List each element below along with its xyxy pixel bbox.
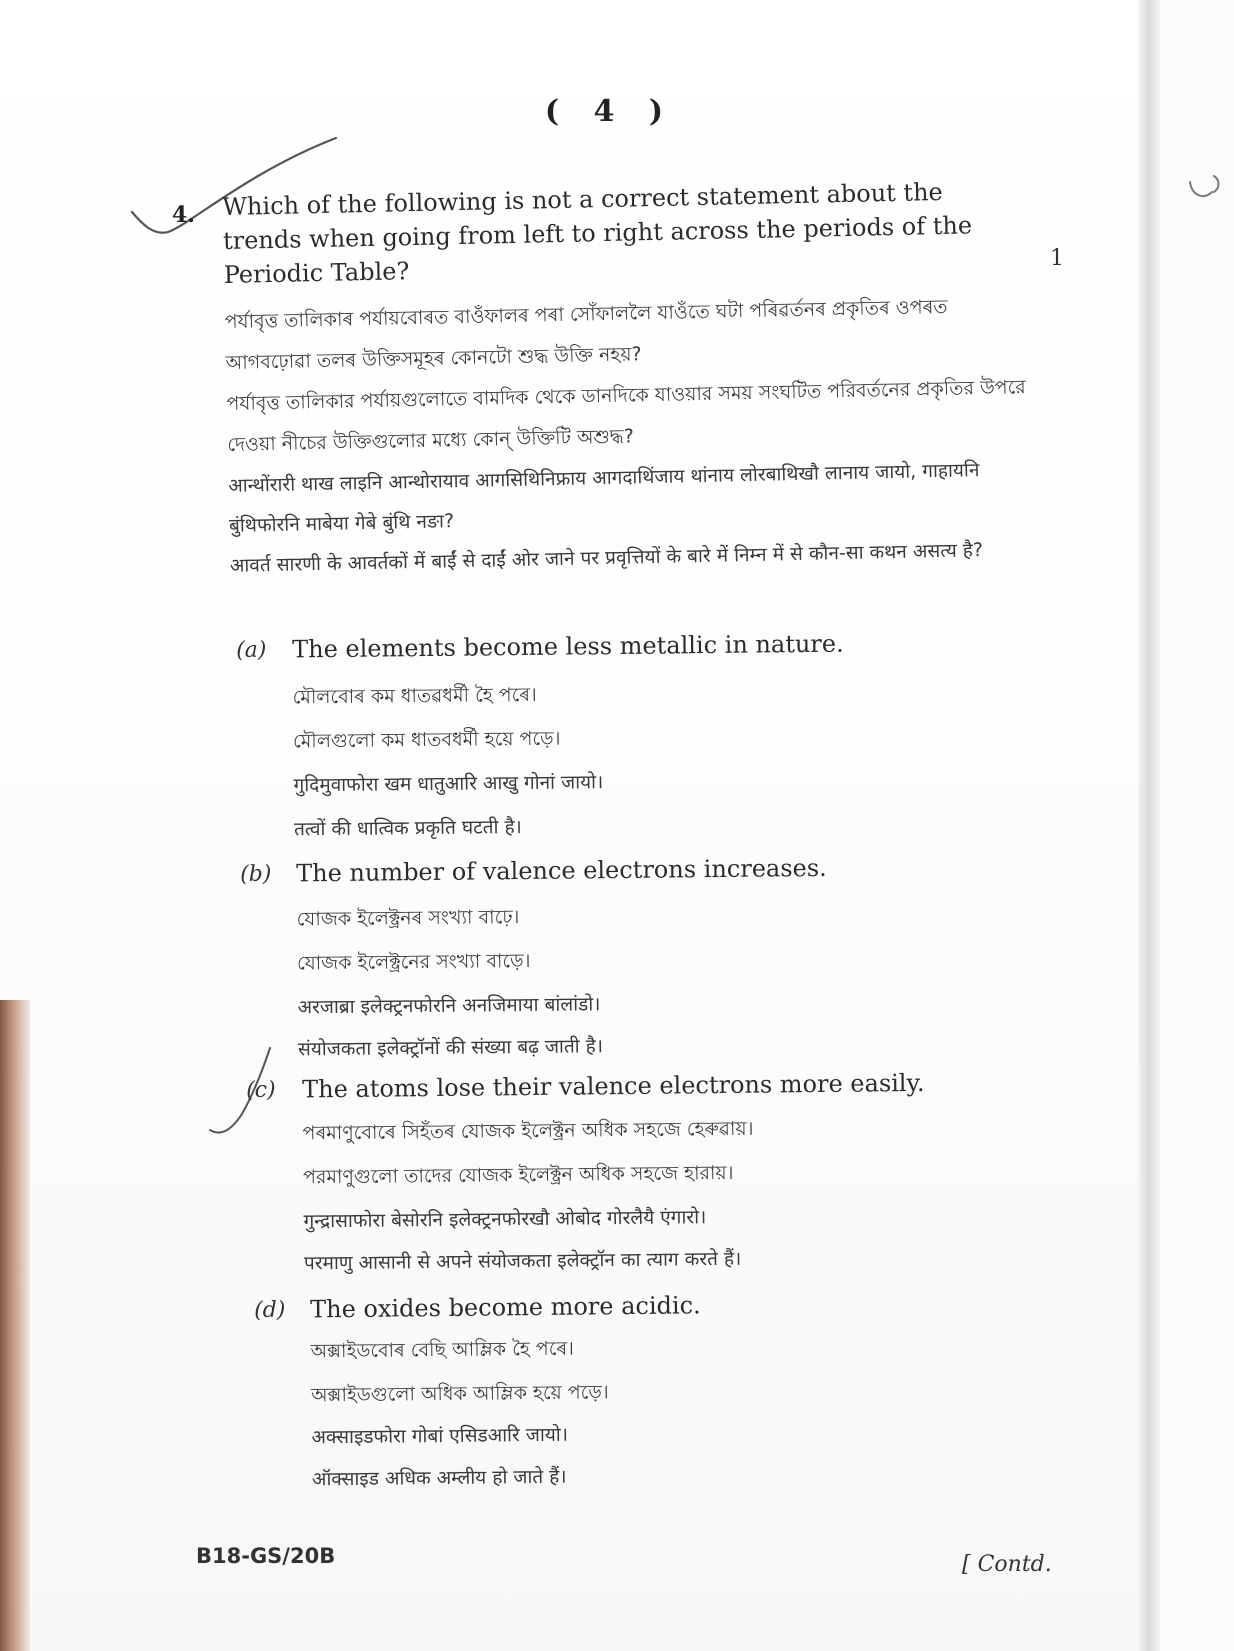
option-text-bodo: अक्साइडफोरा गोबां एसिडआरि जायो। <box>311 1423 569 1449</box>
option-text-bengali: পরমাণুগুলো তাদের যোজক ইলেক্ট্রন অধিক সহজে হারায়। <box>302 1161 734 1189</box>
question-block <box>222 173 1030 586</box>
option-text-bengali: যোজক ইলেক্ট্রনের সংখ্যা বাড়ে। <box>296 949 531 975</box>
option-text-assamese: অক্সাইডবোৰ বেছি আম্লিক হৈ পৰে। <box>310 1337 575 1363</box>
option-label: (b) <box>240 861 272 887</box>
option-text-bengali: মৌলগুলো কম ধাতবধর্মী হয়ে পড়ে। <box>292 727 561 753</box>
option-label: (a) <box>236 637 267 663</box>
page-edge-left <box>0 1000 30 1651</box>
option-b <box>240 852 1002 1060</box>
option-text-assamese: পৰমাণুবোৰে সিহঁতৰ যোজক ইলেক্ট্ৰন অধিক সহজে হেৰুৱায়। <box>302 1117 754 1145</box>
option-text-hindi: ऑक्साइड अधिक अम्लीय हो जाते हैं। <box>311 1465 567 1491</box>
page-margin-right <box>1160 0 1234 1651</box>
option-text-assamese: মৌলবোৰ কম ধাতৱধৰ্মী হৈ পৰে। <box>292 683 537 709</box>
option-text-hindi: संयोजकता इलेक्ट्रॉनों की संख्या बढ़ जाती है। <box>297 1035 604 1061</box>
option-label: (c) <box>246 1077 276 1103</box>
page-number: ( 4 ) <box>544 94 676 129</box>
question-text-bengali: পর্যাবৃত্ত তালিকার পর্যায়গুলোতে বামদিক থেকে ডানদিকে যাওয়ার সময় সংঘটিত পরিবর্তনের প্রকৃতির উপরে দেওয়া নীচের উক্তিগুলোর মধ্যে কোন্ উক্তিটি অশুদ্ধ? <box>226 376 1026 456</box>
question-text-assamese: পৰ্যাবৃত্ত তালিকাৰ পৰ্যায়বোৰত বাওঁফালৰ পৰা সোঁফাললৈ যাওঁতে ঘটা পৰিৱৰ্তনৰ প্ৰকৃতিৰ ওপৰত আগবঢ়োৱা তলৰ উক্তিসমূহৰ কোনটো শুদ্ধ উক্তি নহয়? <box>224 295 948 374</box>
page-fold-right <box>1138 0 1160 1651</box>
option-text-bodo: अरजाब्रा इलेक्ट्रनफोरनि अनजिमाया बांलांडो। <box>297 993 601 1019</box>
question-marks: 1 <box>1050 246 1064 271</box>
option-text-bodo: गुदिमुवाफोरा खम धातुआरि आखु गोनां जायो। <box>293 771 604 797</box>
option-text-hindi: तत्वों की धात्विक प्रकृति घटती है। <box>293 816 522 841</box>
option-text-english: The atoms lose their valence electrons more easily. <box>301 1068 925 1104</box>
option-label: (d) <box>254 1297 286 1323</box>
question-text-bodo: आन्थोंरारी थाख लाइनि आन्थोरायाव आगसिथिनिफ्राय आगदाथिंजाय थांनाय लोरबाथिखौ लानाय जायो, गाहायनि बुंथिफोरनि माबेया गेबे बुंथि नङा? <box>227 459 980 537</box>
option-c <box>246 1068 1008 1276</box>
option-text-english: The elements become less metallic in nature. <box>291 629 844 664</box>
option-text-english: The number of valence electrons increases. <box>295 853 827 888</box>
question-text-english: Which of the following is not a correct statement about the trends when going from left to right across the periods of the Periodic Table? <box>222 177 973 289</box>
option-text-bengali: অক্সাইডগুলো অধিক আম্লিক হয়ে পড়ে। <box>310 1381 609 1407</box>
paper-code: B18-GS/20B <box>196 1544 336 1568</box>
continued-label: [ Contd. <box>962 1552 1052 1577</box>
option-d <box>254 1288 1016 1496</box>
option-text-hindi: परमाणु आसानी से अपने संयोजकता इलेक्ट्रॉन का त्याग करते हैं। <box>303 1247 742 1275</box>
option-text-bodo: गुन्द्रासाफोरा बेसोरनि इलेक्ट्रनफोरखौ ओबोद गोरलैयै एंगारो। <box>303 1206 707 1233</box>
option-text-assamese: যোজক ইলেক্ট্ৰনৰ সংখ্যা বাঢ়ে। <box>296 906 520 931</box>
option-text-english: The oxides become more acidic. <box>309 1291 701 1324</box>
option-a <box>236 628 998 841</box>
question-text-hindi: आवर्त सारणी के आवर्तकों में बाईं से दाईं ओर जाने पर प्रवृत्तियों के बारे में निम्न में से कौन-सा कथन असत्य है? <box>229 539 984 577</box>
question-number: 4. <box>172 202 195 228</box>
